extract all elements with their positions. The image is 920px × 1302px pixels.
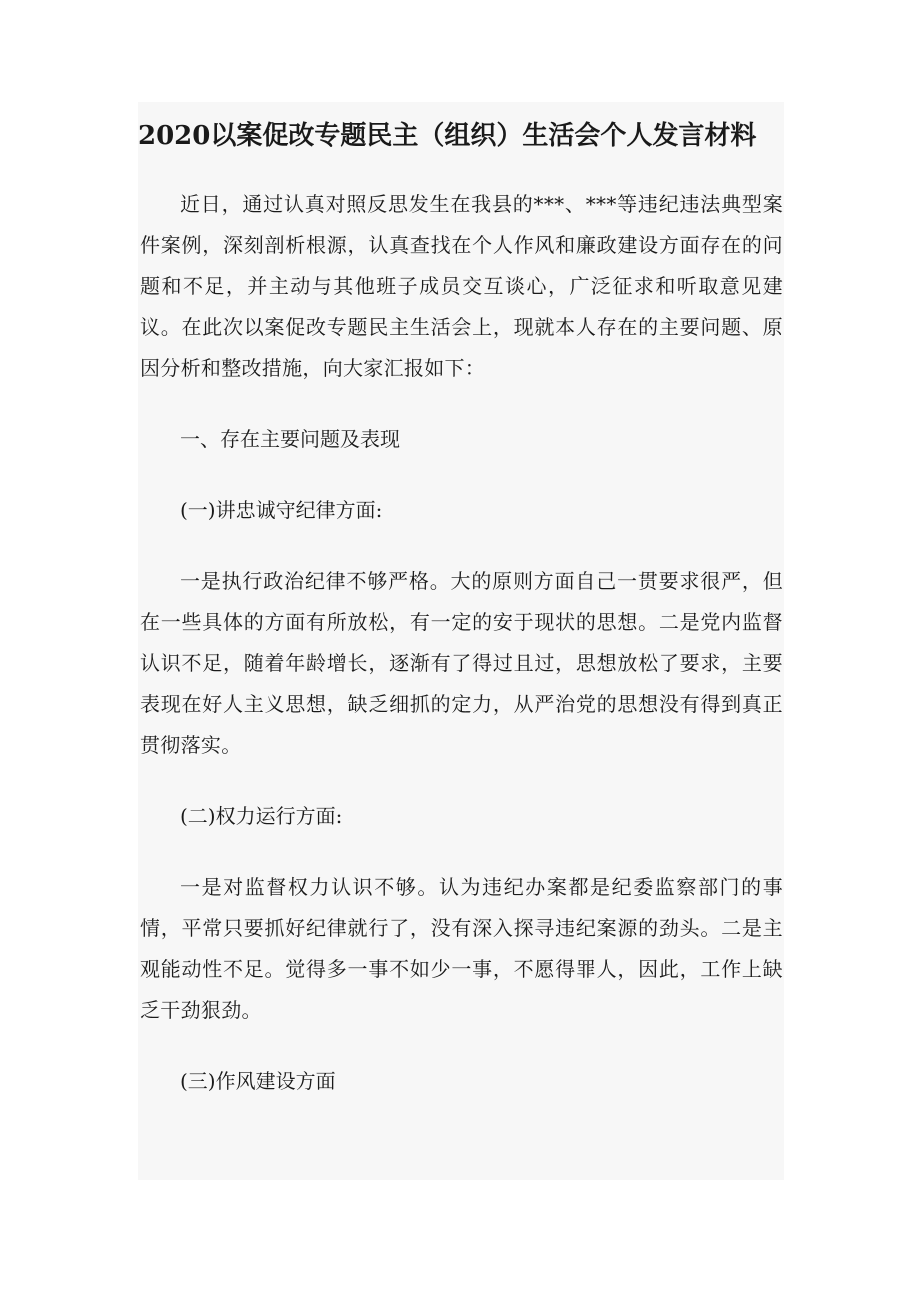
subsection-heading-loyalty-discipline: (一)讲忠诚守纪律方面: — [180, 498, 383, 522]
document-title: 2020以案促改专题民主（组织）生活会个人发言材料 — [138, 121, 757, 151]
intro-paragraph: 近日，通过认真对照反思发生在我县的***、***等违纪违法典型案件案例，深刻剖析根源，认真查找在个人作风和廉政建设方面存在的问题和不足，并主动与其他班子成员交互谈心，广泛征求和听取意见建议。在此次以案促改专题民主生活会上，现就本人存在的主要问题、原因分析和整改措施，向大家汇报如下： — [140, 192, 783, 380]
section-heading-problems: 一、存在主要问题及表现 — [180, 427, 400, 451]
paragraph-loyalty-discipline: 一是执行政治纪律不够严格。大的原则方面自己一贯要求很严，但在一些具体的方面有所放松，有一定的安于现状的思想。二是党内监督认识不足，随着年龄增长，逐渐有了得过且过，思想放松了要求，主要表现在好人主义思想，缺乏细抓的定力，从严治党的思想没有得到真正贯彻落实。 — [140, 569, 783, 757]
paragraph-power-operation: 一是对监督权力认识不够。认为违纪办案都是纪委监察部门的事情，平常只要抓好纪律就行了，没有深入探寻违纪案源的劲头。二是主观能动性不足。觉得多一事不如少一事，不愿得罪人，因此，工作上缺乏干劲狠劲。 — [140, 875, 783, 1022]
subsection-heading-work-style: (三)作风建设方面 — [180, 1069, 336, 1093]
subsection-heading-power-operation: (二)权力运行方面: — [180, 804, 343, 828]
document-body — [140, 184, 783, 1102]
